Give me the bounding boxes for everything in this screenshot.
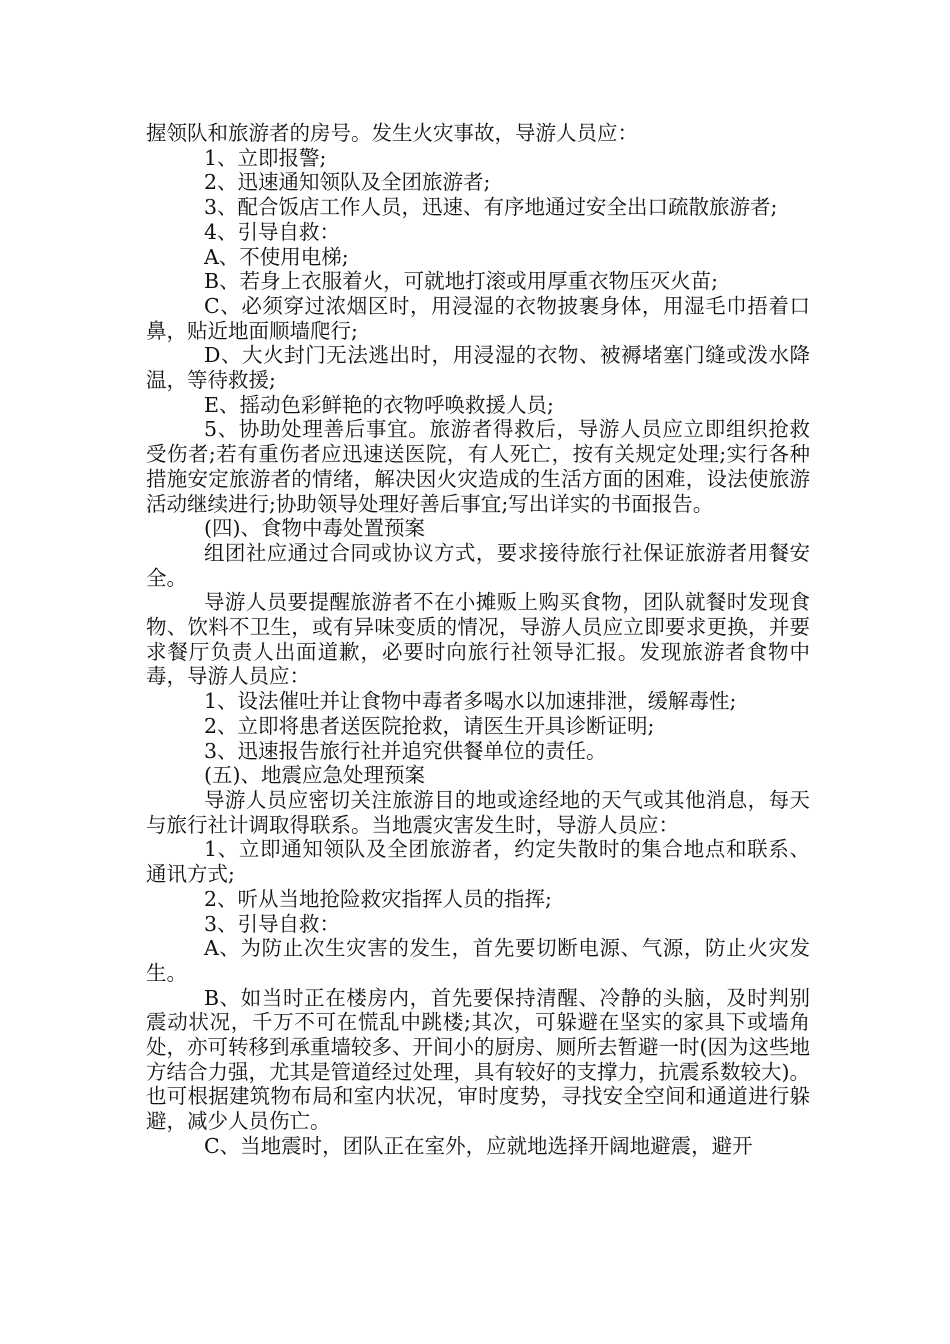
document-page [146,121,810,1159]
paragraph: 2、听从当地抢险救灾指挥人员的指挥; [204,886,552,911]
paragraph: C、必须穿过浓烟区时，用浸湿的衣物披裹身体，用湿毛巾捂着口鼻，贴近地面顺墙爬行; [146,293,810,343]
paragraph: 3、配合饭店工作人员，迅速、有序地通过安全出口疏散旅游者; [204,195,778,220]
paragraph: 2、迅速通知领队及全团旅游者; [204,170,491,195]
paragraph: 2、立即将患者送医院抢救，请医生开具诊断证明; [204,713,655,738]
paragraph: A、不使用电梯; [204,244,349,269]
paragraph: 1、设法催吐并让食物中毒者多喝水以加速排泄，缓解毒性; [204,689,737,714]
paragraph: 5、协助处理善后事宜。旅游者得救后，导游人员应立即组织抢救受伤者;若有重伤者应迅速送医院，有人死亡，按有关规定处理;实行各种措施安定旅游者的情绪，解决因火灾造成的生活方面的困难，设法使旅游活动继续进行;协助领导处理好善后事宜;写出详实的书面报告。 [146,417,810,516]
paragraph: 1、立即通知领队及全团旅游者，约定失散时的集合地点和联系、通讯方式; [146,837,810,887]
paragraph: 组团社应通过合同或协议方式，要求接待旅行社保证旅游者用餐安全。 [146,540,810,590]
paragraph: A、为防止次生灾害的发生，首先要切断电源、气源，防止火灾发生。 [146,936,810,985]
paragraph: 握领队和旅游者的房号。发生火灾事故，导游人员应： [146,121,638,145]
paragraph: E、摇动色彩鲜艳的衣物呼唤救援人员; [204,392,554,417]
paragraph: 1、立即报警; [204,145,327,170]
paragraph: 4、引导自救： [204,219,341,244]
paragraph: D、大火封门无法逃出时，用浸湿的衣物、被褥堵塞门缝或泼水降温，等待救援; [146,343,810,393]
paragraph: B、若身上衣服着火，可就地打滚或用厚重衣物压灭火苗; [204,269,718,294]
paragraph: 导游人员应密切关注旅游目的地或途经地的天气或其他消息，每天与旅行社计调取得联系。当地震灾害发生时，导游人员应： [146,787,810,837]
paragraph: 导游人员要提醒旅游者不在小摊贩上购买食物，团队就餐时发现食物、饮料不卫生，或有异味变质的情况，导游人员应立即要求更换，并要求餐厅负责人出面道歉，必要时向旅行社领导汇报。发现旅游者食物中毒，导游人员应： [146,590,810,689]
paragraph: C、当地震时，团队正在室外，应就地选择开阔地避震，避开 [204,1133,753,1158]
paragraph: B、如当时正在楼房内，首先要保持清醒、冷静的头脑，及时判别震动状况，千万不可在慌乱中跳楼;其次，可躲避在坚实的家具下或墙角处，亦可转移到承重墙较多、开间小的厨房、厕所去暂避一时(因为这些地方结合力强，尤其是管道经过处理，具有较好的支撑力，抗震系数较大)。也可根据建筑物布局和室内状况，审时度势，寻找安全空间和通道进行躲避，减少人员伤亡。 [146,985,810,1134]
section-heading: (五)、地震应急处理预案 [204,763,425,788]
paragraph: 3、迅速报告旅行社并追究供餐单位的责任。 [204,738,607,763]
section-heading: (四)、食物中毒处置预案 [204,516,425,541]
paragraph: 3、引导自救： [204,911,341,936]
